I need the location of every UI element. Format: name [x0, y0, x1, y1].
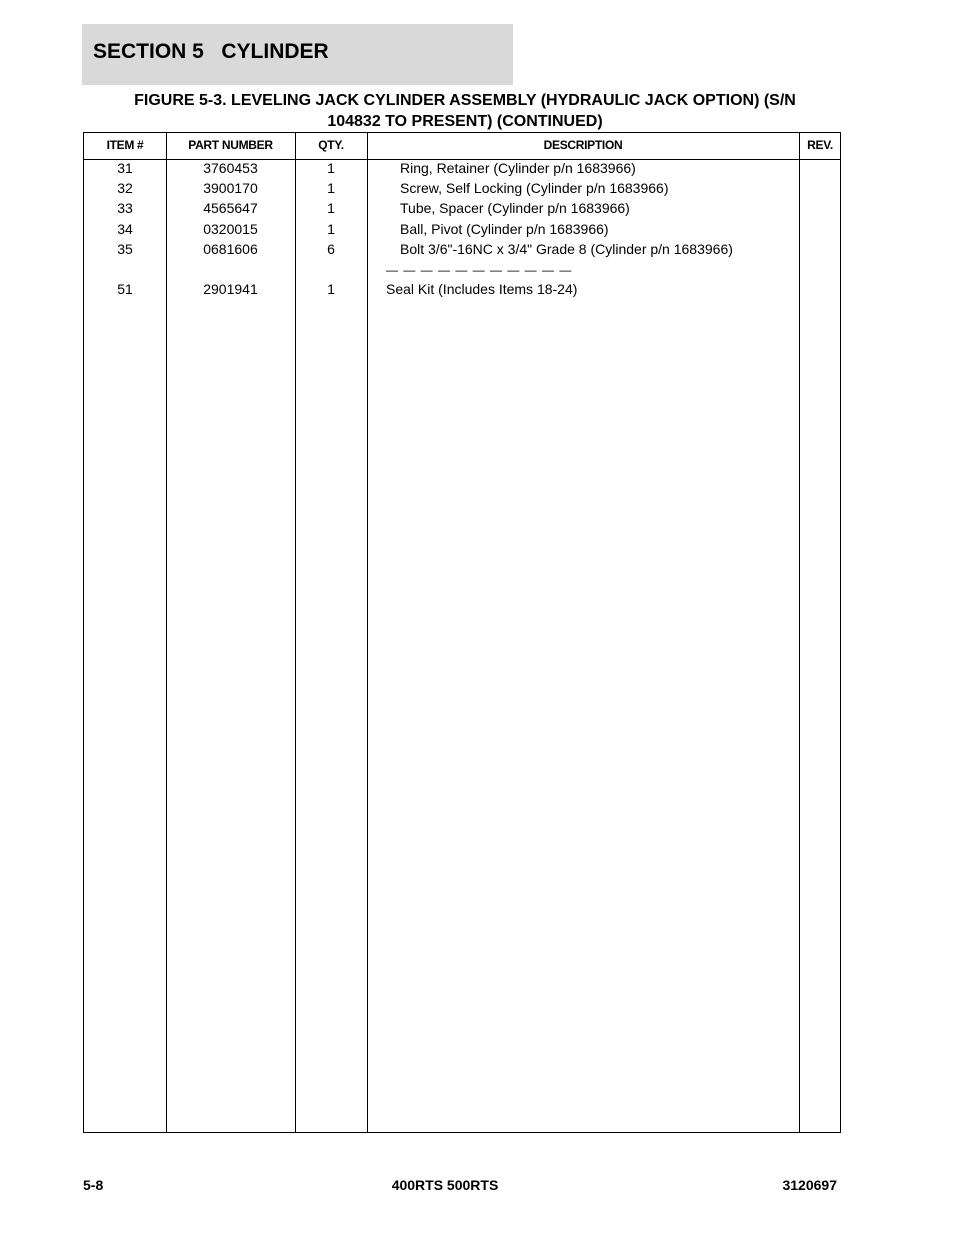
column-header-description: DESCRIPTION [543, 138, 623, 152]
item-number: 33 [117, 200, 133, 216]
figure-title-line-1: FIGURE 5-3. LEVELING JACK CYLINDER ASSEMBLY (HYDRAULIC JACK OPTION) (S/N [134, 92, 796, 109]
description: Tube, Spacer (Cylinder p/n 1683966) [400, 200, 630, 216]
part-number: 3760453 [203, 160, 258, 176]
description: Ring, Retainer (Cylinder p/n 1683966) [400, 160, 636, 176]
table-row [84, 221, 840, 241]
parts-table [83, 132, 841, 1133]
quantity: 1 [327, 160, 335, 176]
quantity: 6 [327, 241, 335, 257]
column-header-rev: REV. [807, 138, 833, 152]
part-number: 4565647 [203, 200, 258, 216]
figure-title [95, 90, 835, 132]
item-number: 31 [117, 160, 133, 176]
quantity: 1 [327, 221, 335, 237]
part-number: 3900170 [203, 180, 258, 196]
item-number: 34 [117, 221, 133, 237]
description: Ball, Pivot (Cylinder p/n 1683966) [400, 221, 609, 237]
table-row [84, 241, 840, 261]
table-row [84, 200, 840, 220]
row-separator: — — — — — — — — — — — [386, 263, 573, 277]
item-number: 32 [117, 180, 133, 196]
part-number: 2901941 [203, 281, 258, 297]
part-number: 0320015 [203, 221, 258, 237]
part-number: 0681606 [203, 241, 258, 257]
section-title: SECTION 5 CYLINDER [93, 40, 329, 63]
table-row [84, 281, 840, 301]
quantity: 1 [327, 180, 335, 196]
table-row [84, 180, 840, 200]
table-row [84, 160, 840, 180]
page-number: 5-8 [83, 1177, 104, 1193]
figure-title-line-2: 104832 TO PRESENT) (CONTINUED) [327, 113, 603, 130]
description: Seal Kit (Includes Items 18-24) [386, 281, 578, 297]
item-number: 51 [117, 281, 133, 297]
column-header-part-number: PART NUMBER [188, 138, 273, 152]
description: Bolt 3/6"-16NC x 3/4" Grade 8 (Cylinder p/n 1683966) [400, 241, 733, 257]
quantity: 1 [327, 200, 335, 216]
column-header-qty: QTY. [318, 138, 344, 152]
item-number: 35 [117, 241, 133, 257]
column-header-item: ITEM # [106, 138, 144, 152]
quantity: 1 [327, 281, 335, 297]
description: Screw, Self Locking (Cylinder p/n 1683966) [400, 180, 669, 196]
document-number: 3120697 [782, 1177, 837, 1193]
model-name: 400RTS 500RTS [391, 1177, 499, 1193]
